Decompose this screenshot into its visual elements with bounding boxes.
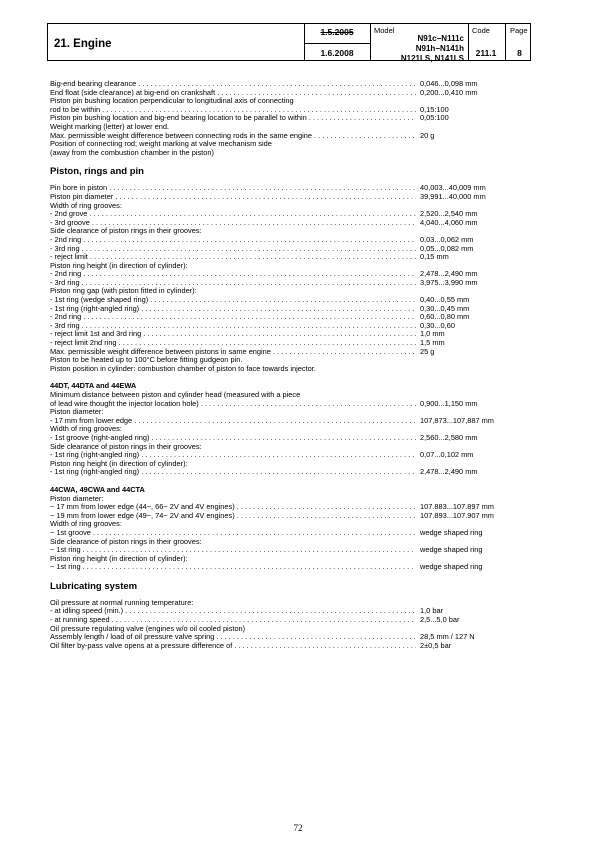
spec-label: Big-end bearing clearance . . . bbox=[50, 80, 416, 89]
spec-value: 0,40...0,55 mm bbox=[420, 296, 470, 305]
spec-value: 0,07...0,102 mm bbox=[420, 451, 474, 460]
spec-value: 25 g bbox=[420, 347, 435, 356]
spec-label: - 1st ring (wedge shaped ring) . . . bbox=[50, 296, 416, 305]
page-value: 8 bbox=[517, 48, 522, 58]
spec-label: - 2nd ring . . . bbox=[50, 236, 416, 245]
spec-label: - 2nd ring . . . bbox=[50, 313, 416, 322]
spec-label: Position of connecting rod; weight marking at valve mechanism side bbox=[50, 140, 272, 149]
code-label: Code bbox=[472, 26, 490, 35]
spec-value: 3,975...3,990 mm bbox=[420, 278, 478, 287]
spec-value: wedge shaped ring bbox=[420, 546, 483, 555]
spec-value: 0,05:100 bbox=[420, 114, 449, 123]
page-number: 72 bbox=[293, 823, 303, 833]
spec-row bbox=[50, 245, 520, 254]
spec-value: 40,003...40,009 mm bbox=[420, 184, 486, 193]
spec-label: Side clearance of piston rings in their grooves: bbox=[50, 442, 202, 451]
spec-label: Minimum distance between piston and cylinder head (measured with a piece bbox=[50, 391, 301, 399]
spec-row bbox=[50, 262, 520, 271]
spec-label: - 1st ring (right-angled ring) . . . bbox=[50, 305, 416, 314]
spec-row bbox=[50, 408, 520, 417]
spec-content bbox=[50, 80, 520, 650]
spec-value: 2±0,5 bar bbox=[420, 641, 452, 650]
spec-label: - reject limit 1st and 3rd ring . . . bbox=[50, 330, 416, 339]
page-header bbox=[47, 23, 531, 61]
spec-label: − 1st ring . . . bbox=[50, 546, 416, 555]
spec-label: - 2nd grove . . . bbox=[50, 210, 416, 219]
spec-row bbox=[50, 348, 520, 357]
spec-row bbox=[50, 616, 520, 625]
spec-label: End float (side clearance) at big-end on crankshaft . . . bbox=[50, 89, 416, 98]
spec-label: Piston diameter: bbox=[50, 494, 104, 503]
spec-row bbox=[50, 400, 520, 409]
section-heading: Piston, rings and pin bbox=[50, 166, 144, 178]
spec-label: Oil pressure at normal running temperature: bbox=[50, 598, 194, 607]
spec-row bbox=[50, 149, 520, 158]
spec-value: 2,478...2,490 mm bbox=[420, 468, 478, 477]
spec-row bbox=[50, 287, 520, 296]
spec-label: - 3rd ring . . . bbox=[50, 279, 416, 288]
spec-label: Assembly length / load of oil pressure valve spring . . . bbox=[50, 633, 416, 642]
spec-row bbox=[50, 236, 520, 245]
engine-44-specs bbox=[50, 391, 520, 477]
spec-row bbox=[50, 339, 520, 348]
spec-label: Pin bore in piston . . . bbox=[50, 184, 416, 193]
spec-row bbox=[50, 365, 520, 374]
code-value: 211.1 bbox=[475, 48, 497, 58]
spec-row bbox=[50, 563, 520, 572]
spec-row bbox=[50, 495, 520, 504]
spec-row bbox=[50, 123, 520, 132]
spec-value: 2,478...2,490 mm bbox=[420, 270, 478, 279]
subsection-heading: 44DT, 44DTA and 44EWA bbox=[50, 381, 137, 391]
spec-value: 1,0 mm bbox=[420, 330, 445, 339]
spec-label: − 1st ring . . . bbox=[50, 563, 416, 572]
spec-value: 107.883...107.897 mm bbox=[420, 503, 494, 512]
spec-value: 0,30...0,45 mm bbox=[420, 304, 470, 313]
spec-value: 0,046...0,098 mm bbox=[420, 80, 478, 88]
lubrication-specs bbox=[50, 599, 520, 651]
spec-label: Piston ring height (in direction of cylinder): bbox=[50, 554, 188, 563]
spec-value: 0,05...0,082 mm bbox=[420, 244, 474, 253]
revision-date: 1.6.2008 bbox=[320, 48, 354, 58]
spec-value: 4,040...4,060 mm bbox=[420, 218, 478, 227]
spec-row bbox=[50, 642, 520, 651]
model-label: Model bbox=[374, 26, 395, 35]
spec-label: Piston to be heated up to 100°C before fitting gudgeon pin. bbox=[50, 356, 243, 365]
spec-row bbox=[50, 503, 520, 512]
spec-row bbox=[50, 425, 520, 434]
spec-value: 0,03...0,062 mm bbox=[420, 235, 474, 244]
spec-row bbox=[50, 219, 520, 228]
spec-row bbox=[50, 184, 520, 193]
spec-label: Width of ring grooves: bbox=[50, 425, 122, 434]
connecting-rod-specs bbox=[50, 80, 520, 157]
spec-label: rod to be within . . . bbox=[50, 106, 416, 115]
spec-row bbox=[50, 434, 520, 443]
spec-row bbox=[50, 114, 520, 123]
spec-label: Piston diameter: bbox=[50, 408, 104, 417]
spec-row bbox=[50, 391, 520, 400]
spec-label: Oil filter by-pass valve opens at a pressure difference of . . . bbox=[50, 642, 416, 651]
spec-row bbox=[50, 140, 520, 149]
spec-label: - at running speed . . . bbox=[50, 616, 416, 625]
spec-label: Max. permissible weight difference between pistons in same engine . . . bbox=[50, 348, 416, 357]
spec-row bbox=[50, 607, 520, 616]
spec-label: Oil pressure regulating valve (engines w/o oil cooled piston) bbox=[50, 624, 246, 633]
header-divider bbox=[370, 24, 371, 60]
spec-row bbox=[50, 443, 520, 452]
spec-row bbox=[50, 538, 520, 547]
model-item: N91h−N141h bbox=[415, 44, 464, 53]
spec-value: 1,5 mm bbox=[420, 339, 445, 348]
spec-row bbox=[50, 313, 520, 322]
spec-row bbox=[50, 529, 520, 538]
spec-label: - reject limit 2nd ring . . . bbox=[50, 339, 416, 348]
spec-row bbox=[50, 106, 520, 115]
spec-label: − 1st groove . . . bbox=[50, 529, 416, 538]
spec-value: wedge shaped ring bbox=[420, 563, 483, 572]
spec-value: 0,15 mm bbox=[420, 253, 449, 262]
spec-label: Side clearance of piston rings in their grooves: bbox=[50, 227, 202, 236]
spec-row bbox=[50, 460, 520, 469]
spec-value: 2,5...5,0 bar bbox=[420, 616, 460, 625]
spec-value: 0,30...0,60 bbox=[420, 321, 455, 330]
spec-row bbox=[50, 599, 520, 608]
spec-row bbox=[50, 512, 520, 521]
spec-row bbox=[50, 193, 520, 202]
spec-value: 28,5 mm / 127 N bbox=[420, 633, 475, 642]
spec-row bbox=[50, 132, 520, 141]
spec-label: Weight marking (letter) at lower end. bbox=[50, 122, 169, 131]
spec-row bbox=[50, 89, 520, 98]
spec-label: - reject limit . . . bbox=[50, 253, 416, 262]
spec-row bbox=[50, 417, 520, 426]
spec-row bbox=[50, 279, 520, 288]
spec-row bbox=[50, 296, 520, 305]
spec-label: - 1st ring (right-angled ring) . . . bbox=[50, 451, 416, 460]
model-item: N121LS, N141LS bbox=[400, 54, 464, 63]
spec-row bbox=[50, 546, 520, 555]
spec-row bbox=[50, 451, 520, 460]
spec-value: 0,15:100 bbox=[420, 105, 449, 114]
spec-label: - 17 mm from lower edge . . . bbox=[50, 417, 416, 426]
spec-value: wedge shaped ring bbox=[420, 528, 483, 537]
spec-value: 0,900...1,150 mm bbox=[420, 399, 478, 408]
spec-row bbox=[50, 305, 520, 314]
spec-row bbox=[50, 210, 520, 219]
spec-row bbox=[50, 555, 520, 564]
engine-49-specs bbox=[50, 495, 520, 572]
spec-value: 2,520...2,540 mm bbox=[420, 210, 478, 219]
spec-value: 1,0 bar bbox=[420, 607, 444, 616]
spec-value: 0,200...0,410 mm bbox=[420, 88, 478, 97]
header-divider bbox=[505, 24, 506, 60]
model-item: N91c−N111c bbox=[417, 34, 464, 43]
spec-label: Piston pin bushing location and big-end bearing location to be parallel to within . . . bbox=[50, 114, 416, 123]
spec-label: − 17 mm from lower edge (44−, 66− 2V and 4V engines) . . . bbox=[50, 503, 416, 512]
spec-row bbox=[50, 97, 520, 106]
spec-label: - 3rd ring . . . bbox=[50, 245, 416, 254]
model-list bbox=[374, 34, 464, 64]
spec-row bbox=[50, 253, 520, 262]
spec-label: Piston ring height (in direction of cylinder): bbox=[50, 459, 188, 468]
spec-label: of lead wire thought the injector location hole) . . . bbox=[50, 400, 416, 409]
spec-value: 107.893...107.907 mm bbox=[420, 511, 494, 520]
spec-row bbox=[50, 356, 520, 365]
spec-value: 107,873...107,887 mm bbox=[420, 416, 494, 425]
spec-row bbox=[50, 625, 520, 634]
spec-label: Piston pin diameter . . . bbox=[50, 193, 416, 202]
spec-label: - 3rd groove . . . bbox=[50, 219, 416, 228]
subsection-heading: 44CWA, 49CWA and 44CTA bbox=[50, 484, 145, 494]
piston-specs bbox=[50, 184, 520, 373]
chapter-title: 21. Engine bbox=[54, 38, 112, 50]
date-divider bbox=[304, 43, 370, 44]
spec-label: − 19 mm from lower edge (49−, 74− 2V and 4V engines) . . . bbox=[50, 512, 416, 521]
spec-row bbox=[50, 330, 520, 339]
spec-value: 0,60...0,80 mm bbox=[420, 313, 470, 322]
spec-row bbox=[50, 270, 520, 279]
spec-label: - 2nd ring . . . bbox=[50, 270, 416, 279]
spec-label: - 1st ring (right-angled ring) . . . bbox=[50, 468, 416, 477]
spec-label: - 1st groove (right-angled ring) . . . bbox=[50, 434, 416, 443]
spec-row bbox=[50, 80, 520, 89]
spec-label: Side clearance of piston rings in their grooves: bbox=[50, 537, 202, 546]
spec-label: Max. permissible weight difference between connecting rods in the same engine . . . bbox=[50, 132, 416, 141]
spec-label: Piston position in cylinder: combustion chamber of piston to face towards injector. bbox=[50, 364, 316, 373]
spec-label: - at idling speed (min.) . . . bbox=[50, 607, 416, 616]
spec-value: 39,991...40,000 mm bbox=[420, 192, 486, 201]
page-label: Page bbox=[510, 26, 528, 35]
spec-label: Piston ring height (in direction of cylinder): bbox=[50, 261, 188, 270]
spec-label: Width of ring grooves: bbox=[50, 520, 122, 529]
spec-label: - 3rd ring . . . bbox=[50, 322, 416, 331]
spec-row bbox=[50, 227, 520, 236]
spec-row bbox=[50, 468, 520, 477]
header-divider bbox=[468, 24, 469, 60]
spec-row bbox=[50, 633, 520, 642]
section-heading: Lubricating system bbox=[50, 580, 138, 592]
spec-value: 20 g bbox=[420, 131, 435, 140]
spec-label: Piston ring gap (with piston fitted in cylinder): bbox=[50, 287, 197, 296]
old-date: 1.5.2005 bbox=[320, 27, 354, 37]
spec-label: Width of ring grooves: bbox=[50, 201, 122, 210]
spec-label: Piston pin bushing location perpendicular to longitudinal axis of connecting bbox=[50, 97, 294, 106]
spec-label: (away from the combustion chamber in the piston) bbox=[50, 148, 214, 157]
spec-value: 2,560...2,580 mm bbox=[420, 433, 478, 442]
spec-row bbox=[50, 202, 520, 211]
spec-row bbox=[50, 322, 520, 331]
spec-row bbox=[50, 520, 520, 529]
